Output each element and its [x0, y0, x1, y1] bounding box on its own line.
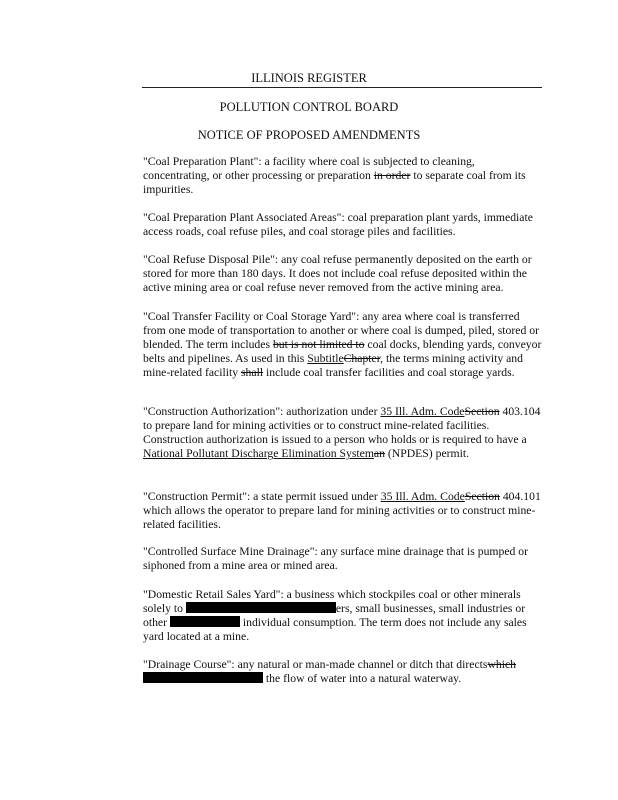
board-title: POLLUTION CONTROL BOARD [219, 100, 399, 114]
definition-construction-permit [143, 490, 543, 532]
deleted-text: which [487, 658, 517, 671]
text: "Construction Authorization": authorization under [143, 405, 381, 418]
text: to separate coal from its impurities. [143, 169, 526, 197]
inserted-text: 35 Ill. Adm. Code [380, 405, 465, 418]
text: ers, small businesses, small industries or other [143, 602, 526, 630]
definition-coal-transfer-facility [143, 310, 543, 380]
definition-coal-preparation-plant-associated-areas: "Coal Preparation Plant Associated Areas": coal preparation plant yards, immediate access roads, coal refuse piles, and coal storage piles and facilities. [143, 211, 533, 239]
text: "Coal Transfer Facility or Coal Storage Yard": any area where coal is transferred from one mode of transportation to another or where coal is dumped, piled, stored or blended. The term includes [143, 310, 539, 352]
deleted-text: in order [373, 169, 411, 183]
definition-drainage-course [143, 658, 543, 686]
text: individual consumption. The term does not include any sales yard located at a mine. [143, 616, 527, 644]
deleted-text: an [373, 447, 385, 461]
text: include coal transfer facilities and coal storage yards. [263, 366, 515, 380]
text: 403.104 to prepare land for mining activities or to construct mine-related facilities. Construction authorization is issued to a person who holds or is required to have a [143, 405, 541, 447]
deleted-text: shall [241, 366, 264, 380]
deleted-text: Section [464, 405, 500, 418]
inserted-text: Subtitle [307, 352, 344, 366]
deleted-text: Chapter [343, 352, 381, 366]
inserted-text: National Pollutant Discharge Elimination System [143, 447, 374, 461]
notice-title: NOTICE OF PROPOSED AMENDMENTS [197, 128, 421, 142]
deleted-text: but is not limited to [272, 338, 365, 352]
text: coal docks, blending yards, conveyor belts and pipelines. As used in this [143, 338, 542, 366]
text: "Drainage Course": any natural or man-made channel or ditch that directs [143, 658, 488, 671]
text: 404.101 which allows the operator to prepare land for mining activities or to construct mine-related facilities. [143, 490, 541, 532]
text: (NPDES) permit. [384, 447, 470, 461]
redaction-bar [186, 602, 336, 613]
definition-construction-authorization [143, 405, 543, 461]
definition-controlled-surface-mine-drainage: "Controlled Surface Mine Drainage": any surface mine drainage that is pumped or siphoned from a mine area or mined area. [143, 545, 529, 573]
header-rule [142, 87, 542, 88]
register-title: ILLINOIS REGISTER [251, 71, 367, 85]
definition-coal-preparation-plant [143, 155, 543, 197]
text: "Construction Permit": a state permit issued under [143, 490, 381, 503]
text: the flow of water into a natural waterway. [263, 672, 462, 686]
definition-domestic-retail-sales-yard [143, 588, 543, 644]
definition-coal-refuse-disposal-pile: "Coal Refuse Disposal Pile": any coal refuse permanently deposited on the earth or stored for more than 180 days. It does not include coal refuse deposited within the active mining area or coal refuse never removed from the active mining area. [143, 253, 532, 295]
text: , the terms mining activity and mine-related facility [143, 352, 523, 380]
redaction-bar [143, 672, 263, 683]
inserted-text: 35 Ill. Adm. Code [380, 490, 465, 503]
text: "Coal Preparation Plant": a facility where coal is subjected to cleaning, concentrating, or other processing or preparation [143, 155, 475, 183]
text: "Domestic Retail Sales Yard": a business which stockpiles coal or other minerals solely to [143, 588, 521, 616]
redaction-bar [170, 616, 240, 627]
deleted-text: Section [464, 490, 500, 503]
